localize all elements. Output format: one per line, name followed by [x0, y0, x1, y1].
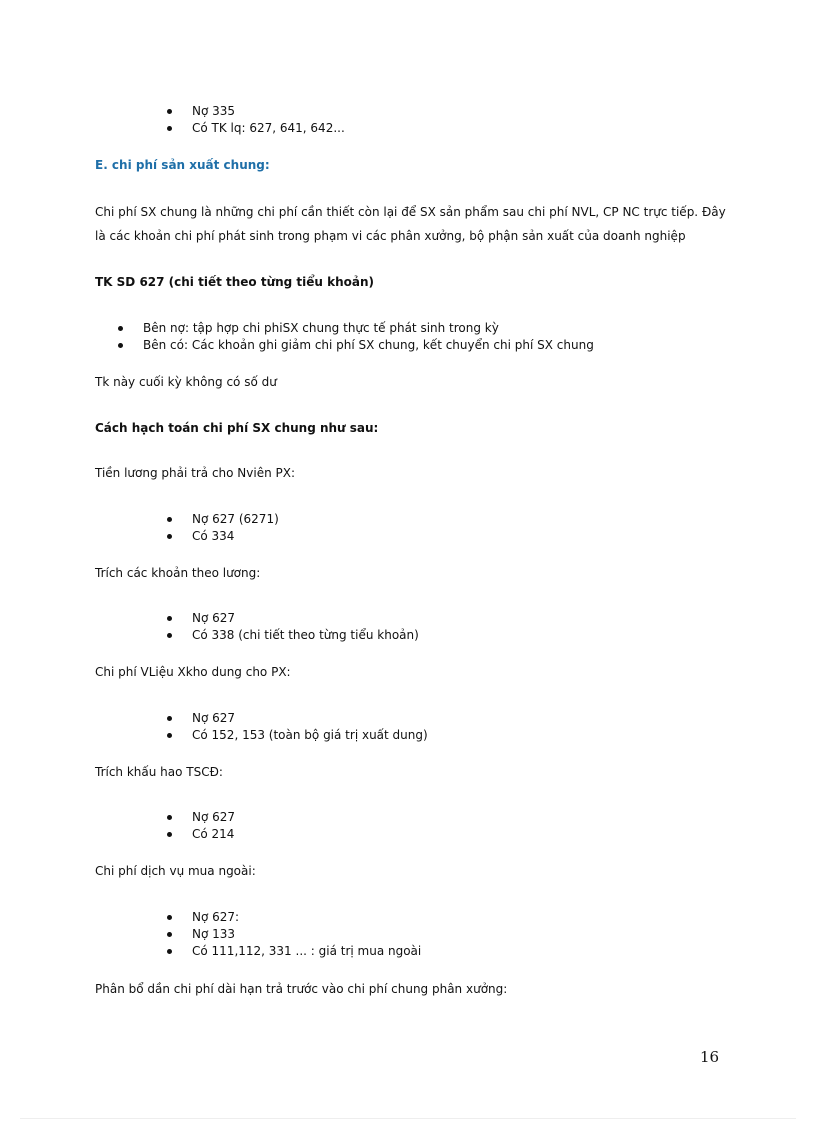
bullet-icon: [167, 109, 172, 114]
list-item: Nợ 627:: [192, 909, 421, 926]
bullet-icon: [118, 343, 123, 348]
entry-label: Trích các khoản theo lương:: [95, 566, 261, 580]
bullet-icon: [167, 915, 172, 920]
bullet-icon: [167, 534, 172, 539]
entry-label: Tiền lương phải trả cho Nviên PX:: [95, 466, 296, 480]
bullet-icon: [167, 949, 172, 954]
bullet-icon: [167, 733, 172, 738]
list-item: Có 334: [192, 528, 279, 545]
list-item: Có TK lq: 627, 641, 642...: [192, 120, 345, 137]
bullet-icon: [167, 633, 172, 638]
account-list: [143, 320, 594, 354]
footer-divider: [20, 1118, 796, 1119]
entry-label: Chi phí VLiệu Xkho dung cho PX:: [95, 665, 291, 679]
list-top: [192, 103, 345, 137]
list-item: Có 214: [192, 826, 235, 843]
section-title: E. chi phí sản xuất chung:: [95, 158, 270, 172]
bullet-icon: [167, 126, 172, 131]
list-item: Nợ 627: [192, 809, 235, 826]
method-title: Cách hạch toán chi phí SX chung như sau:: [95, 421, 379, 435]
list-item: Nợ 627: [192, 710, 428, 727]
entry-list: [192, 710, 428, 744]
entry-list: [192, 610, 419, 644]
list-item: Nợ 627 (6271): [192, 511, 279, 528]
list-item: Có 338 (chi tiết theo từng tiểu khoản): [192, 627, 419, 644]
bullet-icon: [167, 517, 172, 522]
list-item: Bên nợ: tập hợp chi phiSX chung thực tế phát sinh trong kỳ: [143, 320, 594, 337]
list-item: Nợ 627: [192, 610, 419, 627]
intro-paragraph: Chi phí SX chung là những chi phí cần thiết còn lại để SX sản phẩm sau chi phí NVL, CP NC trực tiếp. Đây là các khoản chi phí phát sinh trong phạm vi các phân xưởng, bộ phận sản xuất của doanh nghiệp: [95, 205, 726, 243]
page-number: 16: [700, 1048, 720, 1066]
entry-label: Chi phí dịch vụ mua ngoài:: [95, 864, 256, 878]
list-item: Có 152, 153 (toàn bộ giá trị xuất dung): [192, 727, 428, 744]
bullet-icon: [118, 326, 123, 331]
bullet-icon: [167, 815, 172, 820]
bullet-icon: [167, 616, 172, 621]
bullet-icon: [167, 716, 172, 721]
final-line: Phân bổ dần chi phí dài hạn trả trước vào chi phí chung phân xưởng:: [95, 982, 508, 996]
entry-list: [192, 909, 421, 960]
entry-list: [192, 511, 279, 545]
bullet-icon: [167, 832, 172, 837]
list-item: Nợ 335: [192, 103, 345, 120]
balance-note: Tk này cuối kỳ không có số dư: [95, 375, 277, 389]
entry-list: [192, 809, 235, 843]
entry-label: Trích khấu hao TSCĐ:: [95, 765, 223, 779]
account-title: TK SD 627 (chi tiết theo từng tiểu khoản): [95, 275, 375, 289]
list-item: Bên có: Các khoản ghi giảm chi phí SX chung, kết chuyển chi phí SX chung: [143, 337, 594, 354]
list-item: Nợ 133: [192, 926, 421, 943]
list-item: Có 111,112, 331 ... : giá trị mua ngoài: [192, 943, 421, 960]
bullet-icon: [167, 932, 172, 937]
